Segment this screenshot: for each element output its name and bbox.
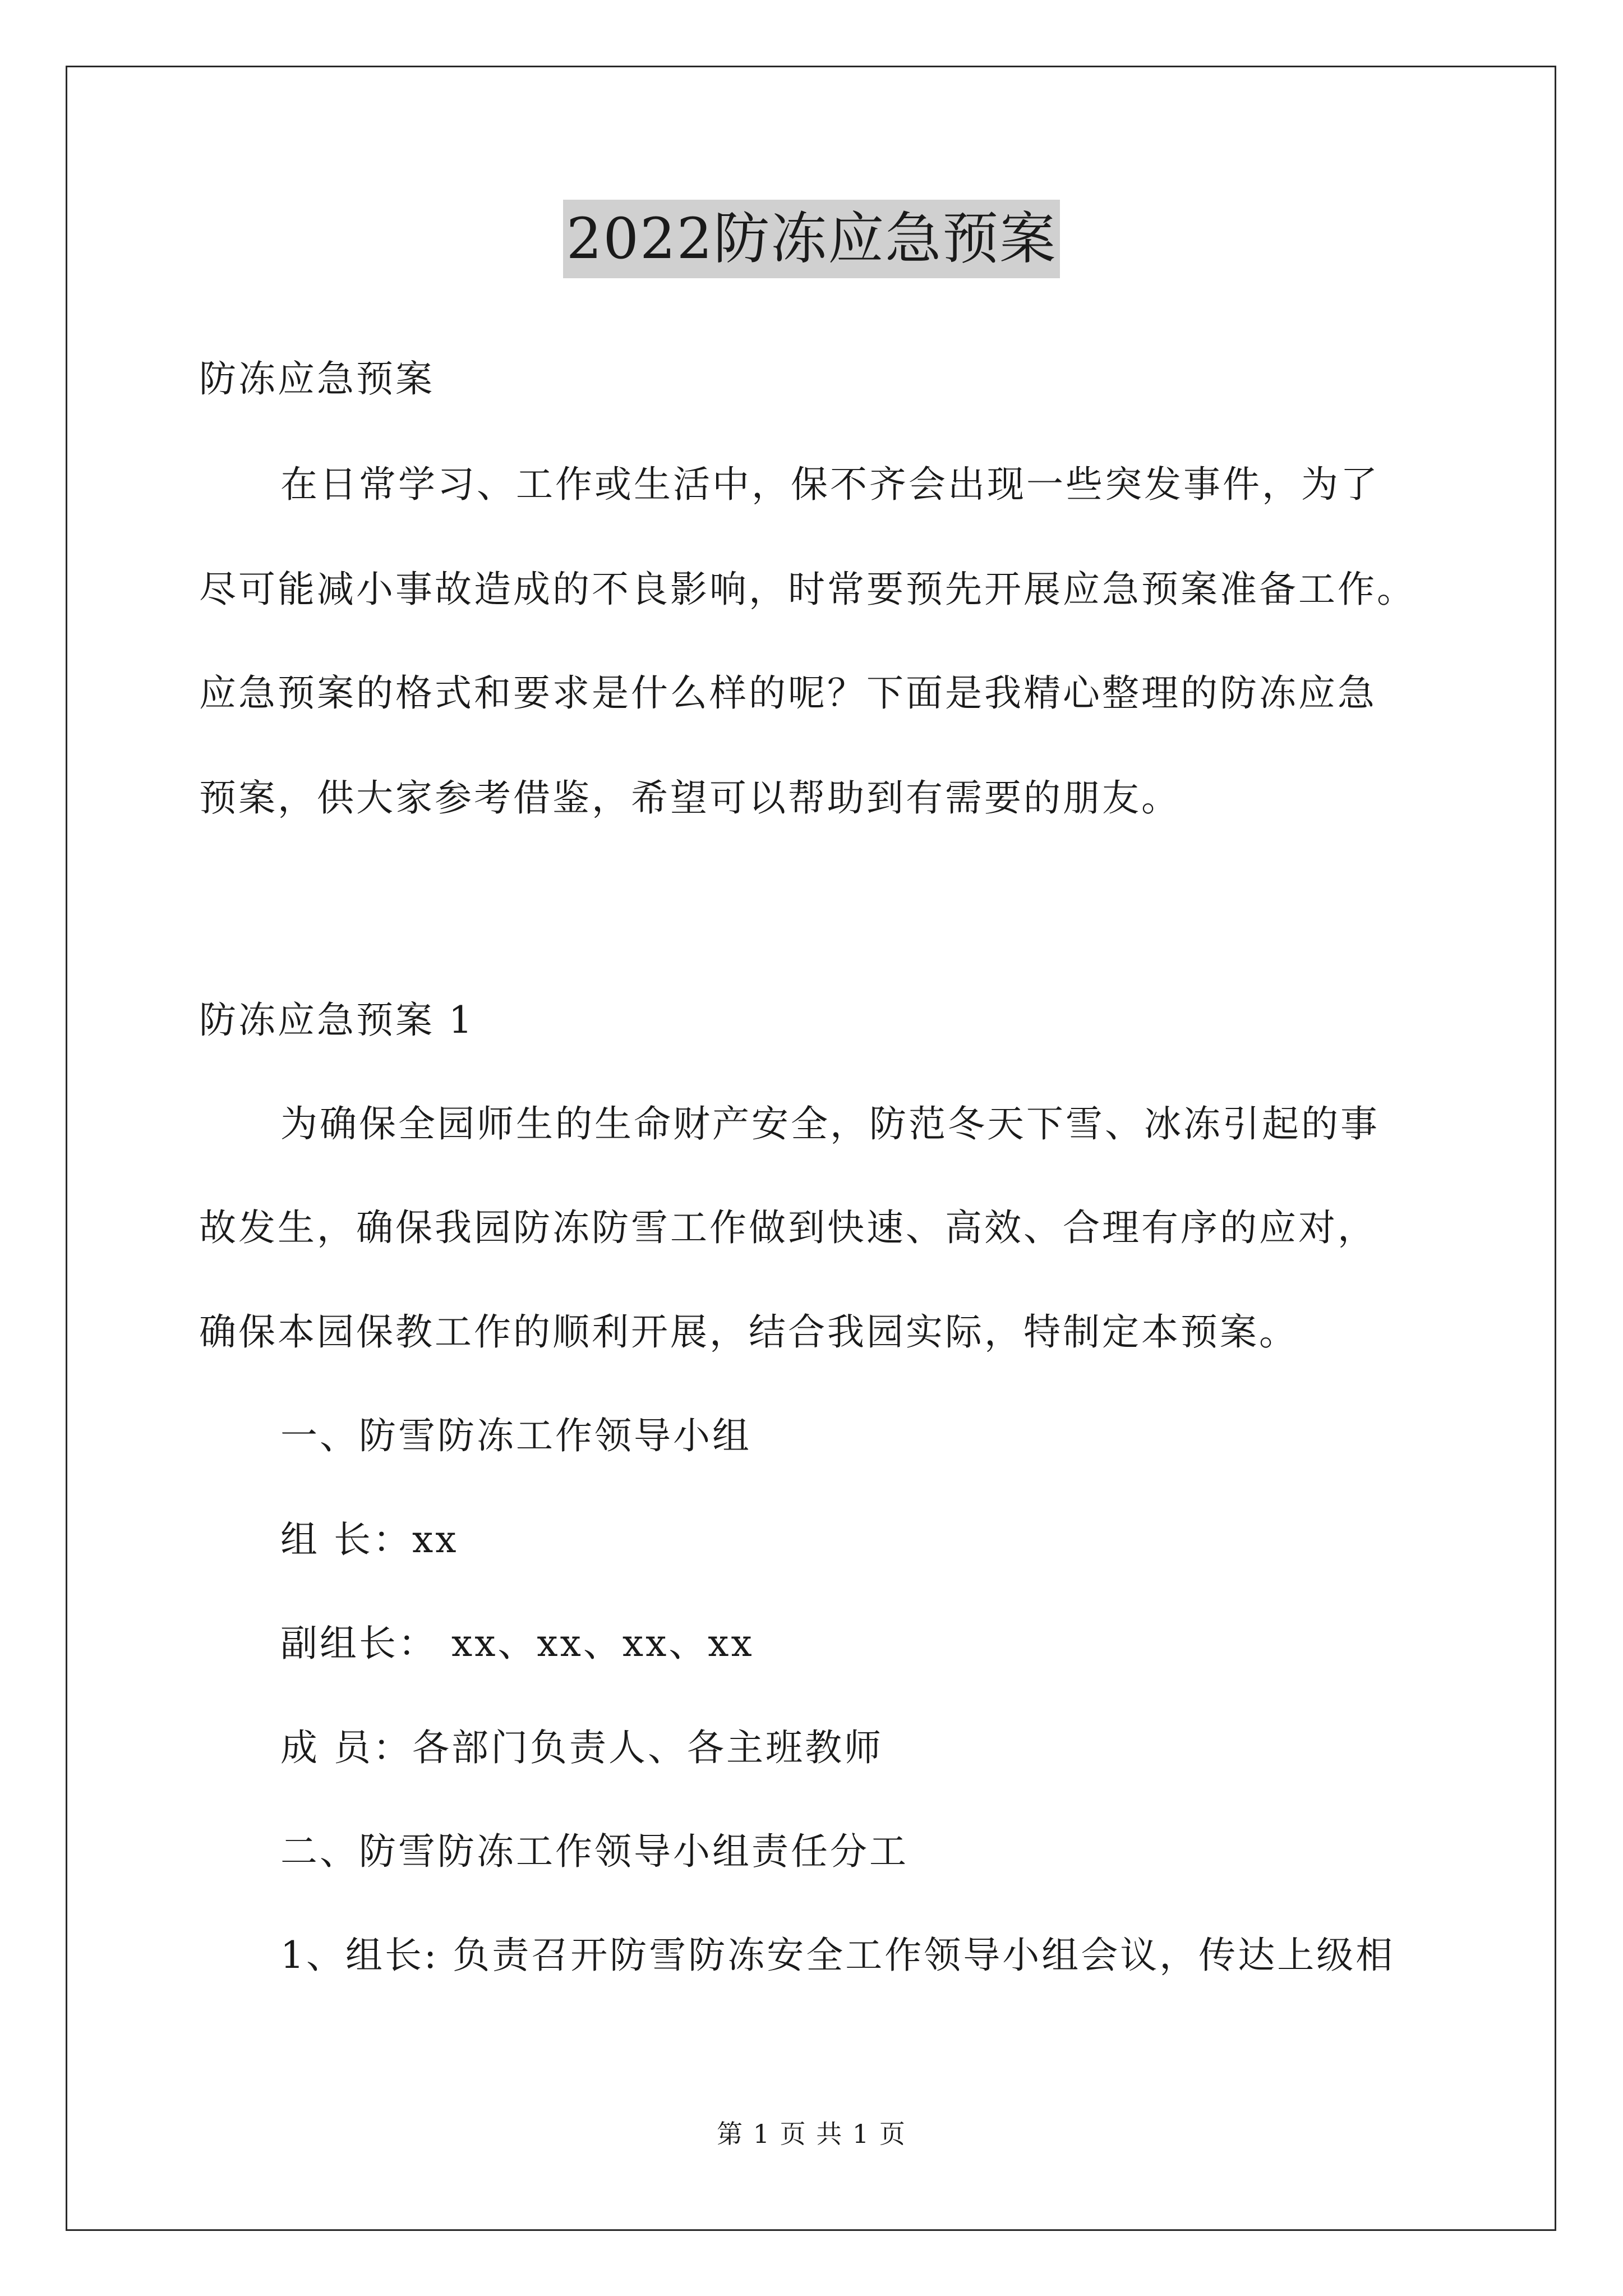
doc-line-11: 组 长：xx [280, 1518, 459, 1561]
doc-line-2: 在日常学习、工作或生活中，保不齐会出现一些突发事件，为了 [280, 463, 1380, 506]
doc-line-15: 1、组长: 负责召开防雪防冻安全工作领导小组会议，传达上级相 [280, 1934, 1395, 1977]
doc-line-7: 为确保全园师生的生命财产安全，防范冬天下雪、冰冻引起的事 [280, 1102, 1380, 1145]
document-title: 2022防冻应急预案 [563, 200, 1061, 278]
doc-line-9: 确保本园保教工作的顺利开展，结合我园实际，特制定本预案。 [199, 1310, 1298, 1354]
doc-line-5: 预案，供大家参考借鉴，希望可以帮助到有需要的朋友。 [199, 776, 1181, 820]
doc-line-4: 应急预案的格式和要求是什么样的呢？下面是我精心整理的防冻应急 [199, 671, 1377, 715]
doc-line-14: 二、防雪防冻工作领导小组责任分工 [280, 1830, 909, 1873]
doc-line-1: 防冻应急预案 [199, 357, 435, 401]
doc-line-13: 成 员：各部门负责人、各主班教师 [280, 1726, 883, 1769]
doc-line-12: 副组长： xx、xx、xx、xx [280, 1622, 754, 1665]
title-container [0, 200, 1623, 278]
doc-line-10: 一、防雪防冻工作领导小组 [280, 1414, 751, 1457]
doc-line-3: 尽可能减小事故造成的不良影响，时常要预先开展应急预案准备工作。 [199, 568, 1416, 611]
doc-line-6: 防冻应急预案 1 [199, 999, 474, 1042]
page-footer: 第 1 页 共 1 页 [717, 2119, 906, 2149]
doc-line-8: 故发生，确保我园防冻防雪工作做到快速、高效、合理有序的应对， [199, 1206, 1377, 1249]
